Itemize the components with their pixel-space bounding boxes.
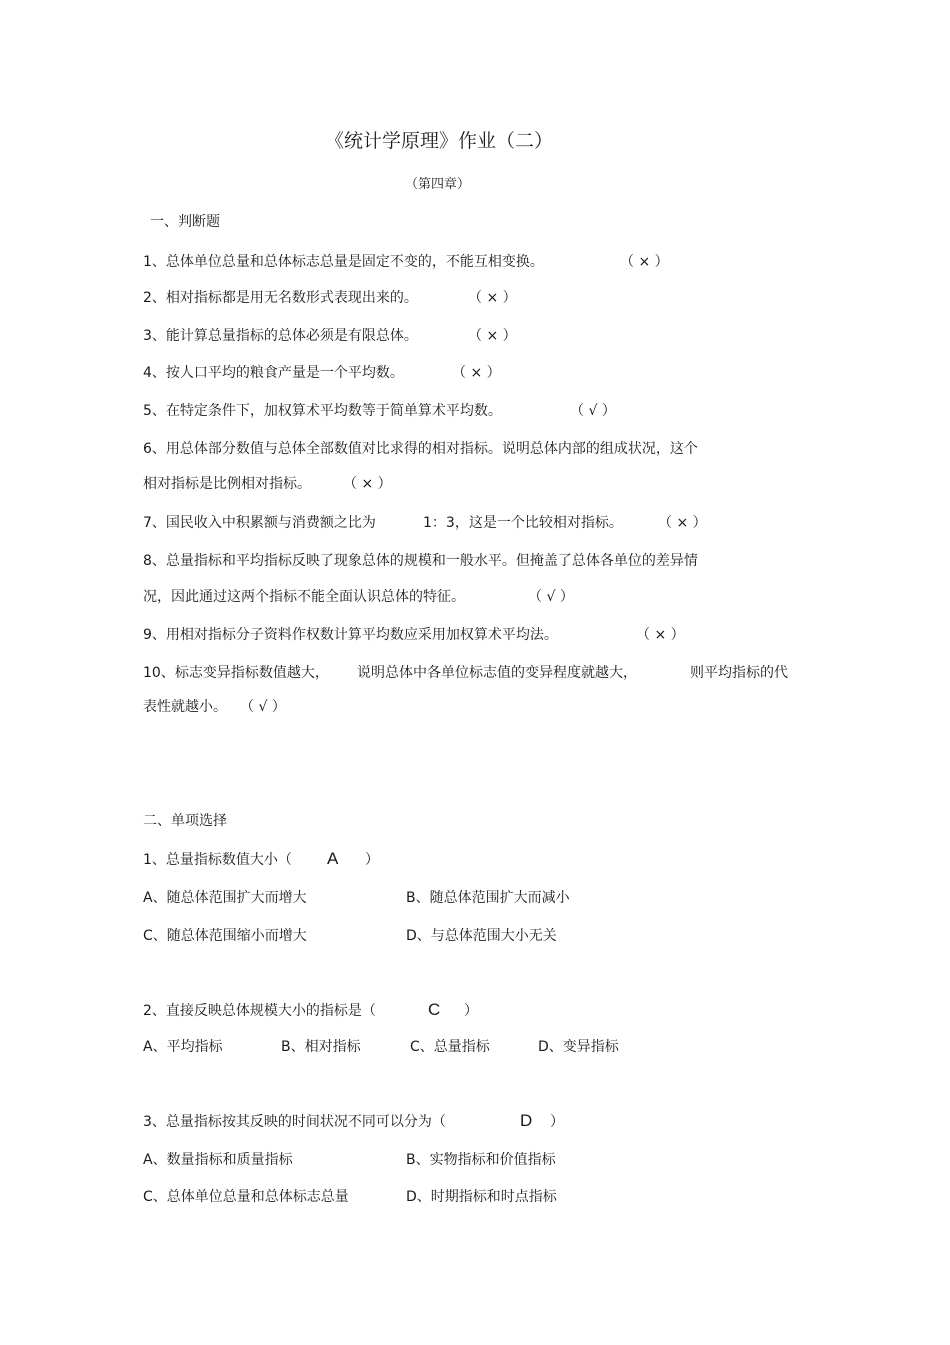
- option-b: B、相对指标: [281, 1039, 361, 1055]
- question-answer: （ √ ）: [570, 403, 616, 419]
- option-a: A、平均指标: [143, 1039, 223, 1055]
- question-text: 5、在特定条件下，加权算术平均数等于简单算术平均数。: [143, 403, 502, 419]
- question-text: 表性就越小。: [143, 699, 227, 715]
- question-answer: （ × ）: [343, 476, 392, 492]
- question-text: 则平均指标的代: [690, 665, 788, 681]
- question-answer: （ √ ）: [240, 699, 286, 715]
- question-answer: （ × ）: [636, 627, 685, 643]
- question-text: 2、相对指标都是用无名数形式表现出来的。: [143, 290, 418, 306]
- option-a: A、数量指标和质量指标: [143, 1152, 293, 1168]
- question-text: 1：3，这是一个比较相对指标。: [423, 515, 623, 531]
- question-stem: 1、总量指标数值大小（: [143, 852, 292, 868]
- section-heading-single-choice: 二、单项选择: [143, 813, 227, 829]
- question-text: 3、能计算总量指标的总体必须是有限总体。: [143, 328, 418, 344]
- question-stem: 3、总量指标按其反映的时间状况不同可以分为（: [143, 1114, 446, 1130]
- question-text: 7、国民收入中积累额与消费额之比为: [143, 515, 376, 531]
- question-text: 9、用相对指标分子资料作权数计算平均数应采用加权算术平均法。: [143, 627, 558, 643]
- question-text: 8、总量指标和平均指标反映了现象总体的规模和一般水平。但掩盖了总体各单位的差异情: [143, 553, 698, 569]
- question-text: 1、总体单位总量和总体标志总量是固定不变的，不能互相变换。: [143, 254, 544, 270]
- question-answer: C: [428, 1000, 441, 1019]
- question-text: 4、按人口平均的粮食产量是一个平均数。: [143, 365, 404, 381]
- question-text: 说明总体中各单位标志值的变异程度就越大，: [357, 665, 637, 681]
- question-answer: （ × ）: [658, 515, 707, 531]
- option-a: A、随总体范围扩大而增大: [143, 890, 307, 906]
- question-stem-close: ）: [464, 1003, 478, 1019]
- question-stem: 2、直接反映总体规模大小的指标是（: [143, 1003, 376, 1019]
- page-title: 《统计学原理》作业（二）: [325, 130, 554, 152]
- question-text: 相对指标是比例相对指标。: [143, 476, 311, 492]
- question-answer: （ × ）: [468, 290, 517, 306]
- question-answer: （ × ）: [452, 365, 501, 381]
- question-answer: D: [520, 1111, 533, 1130]
- question-answer: A: [327, 849, 339, 868]
- option-b: B、随总体范围扩大而减小: [406, 890, 570, 906]
- question-stem-close: ）: [550, 1114, 564, 1130]
- chapter-subtitle: （第四章）: [405, 177, 471, 192]
- option-d: D、变异指标: [538, 1039, 619, 1055]
- question-text: 10、标志变异指标数值越大，: [143, 665, 329, 681]
- option-d: D、与总体范围大小无关: [406, 928, 557, 944]
- option-c: C、总体单位总量和总体标志总量: [143, 1189, 349, 1205]
- option-d: D、时期指标和时点指标: [406, 1189, 557, 1205]
- question-answer: （ × ）: [620, 254, 669, 270]
- option-c: C、随总体范围缩小而增大: [143, 928, 307, 944]
- question-text: 6、用总体部分数值与总体全部数值对比求得的相对指标。说明总体内部的组成状况，这个: [143, 441, 698, 457]
- option-b: B、实物指标和价值指标: [406, 1152, 556, 1168]
- option-c: C、总量指标: [410, 1039, 490, 1055]
- question-answer: （ × ）: [468, 328, 517, 344]
- question-stem-close: ）: [365, 852, 379, 868]
- question-text: 况，因此通过这两个指标不能全面认识总体的特征。: [143, 589, 465, 605]
- section-heading-judgement: 一、判断题: [150, 214, 220, 230]
- question-answer: （ √ ）: [528, 589, 574, 605]
